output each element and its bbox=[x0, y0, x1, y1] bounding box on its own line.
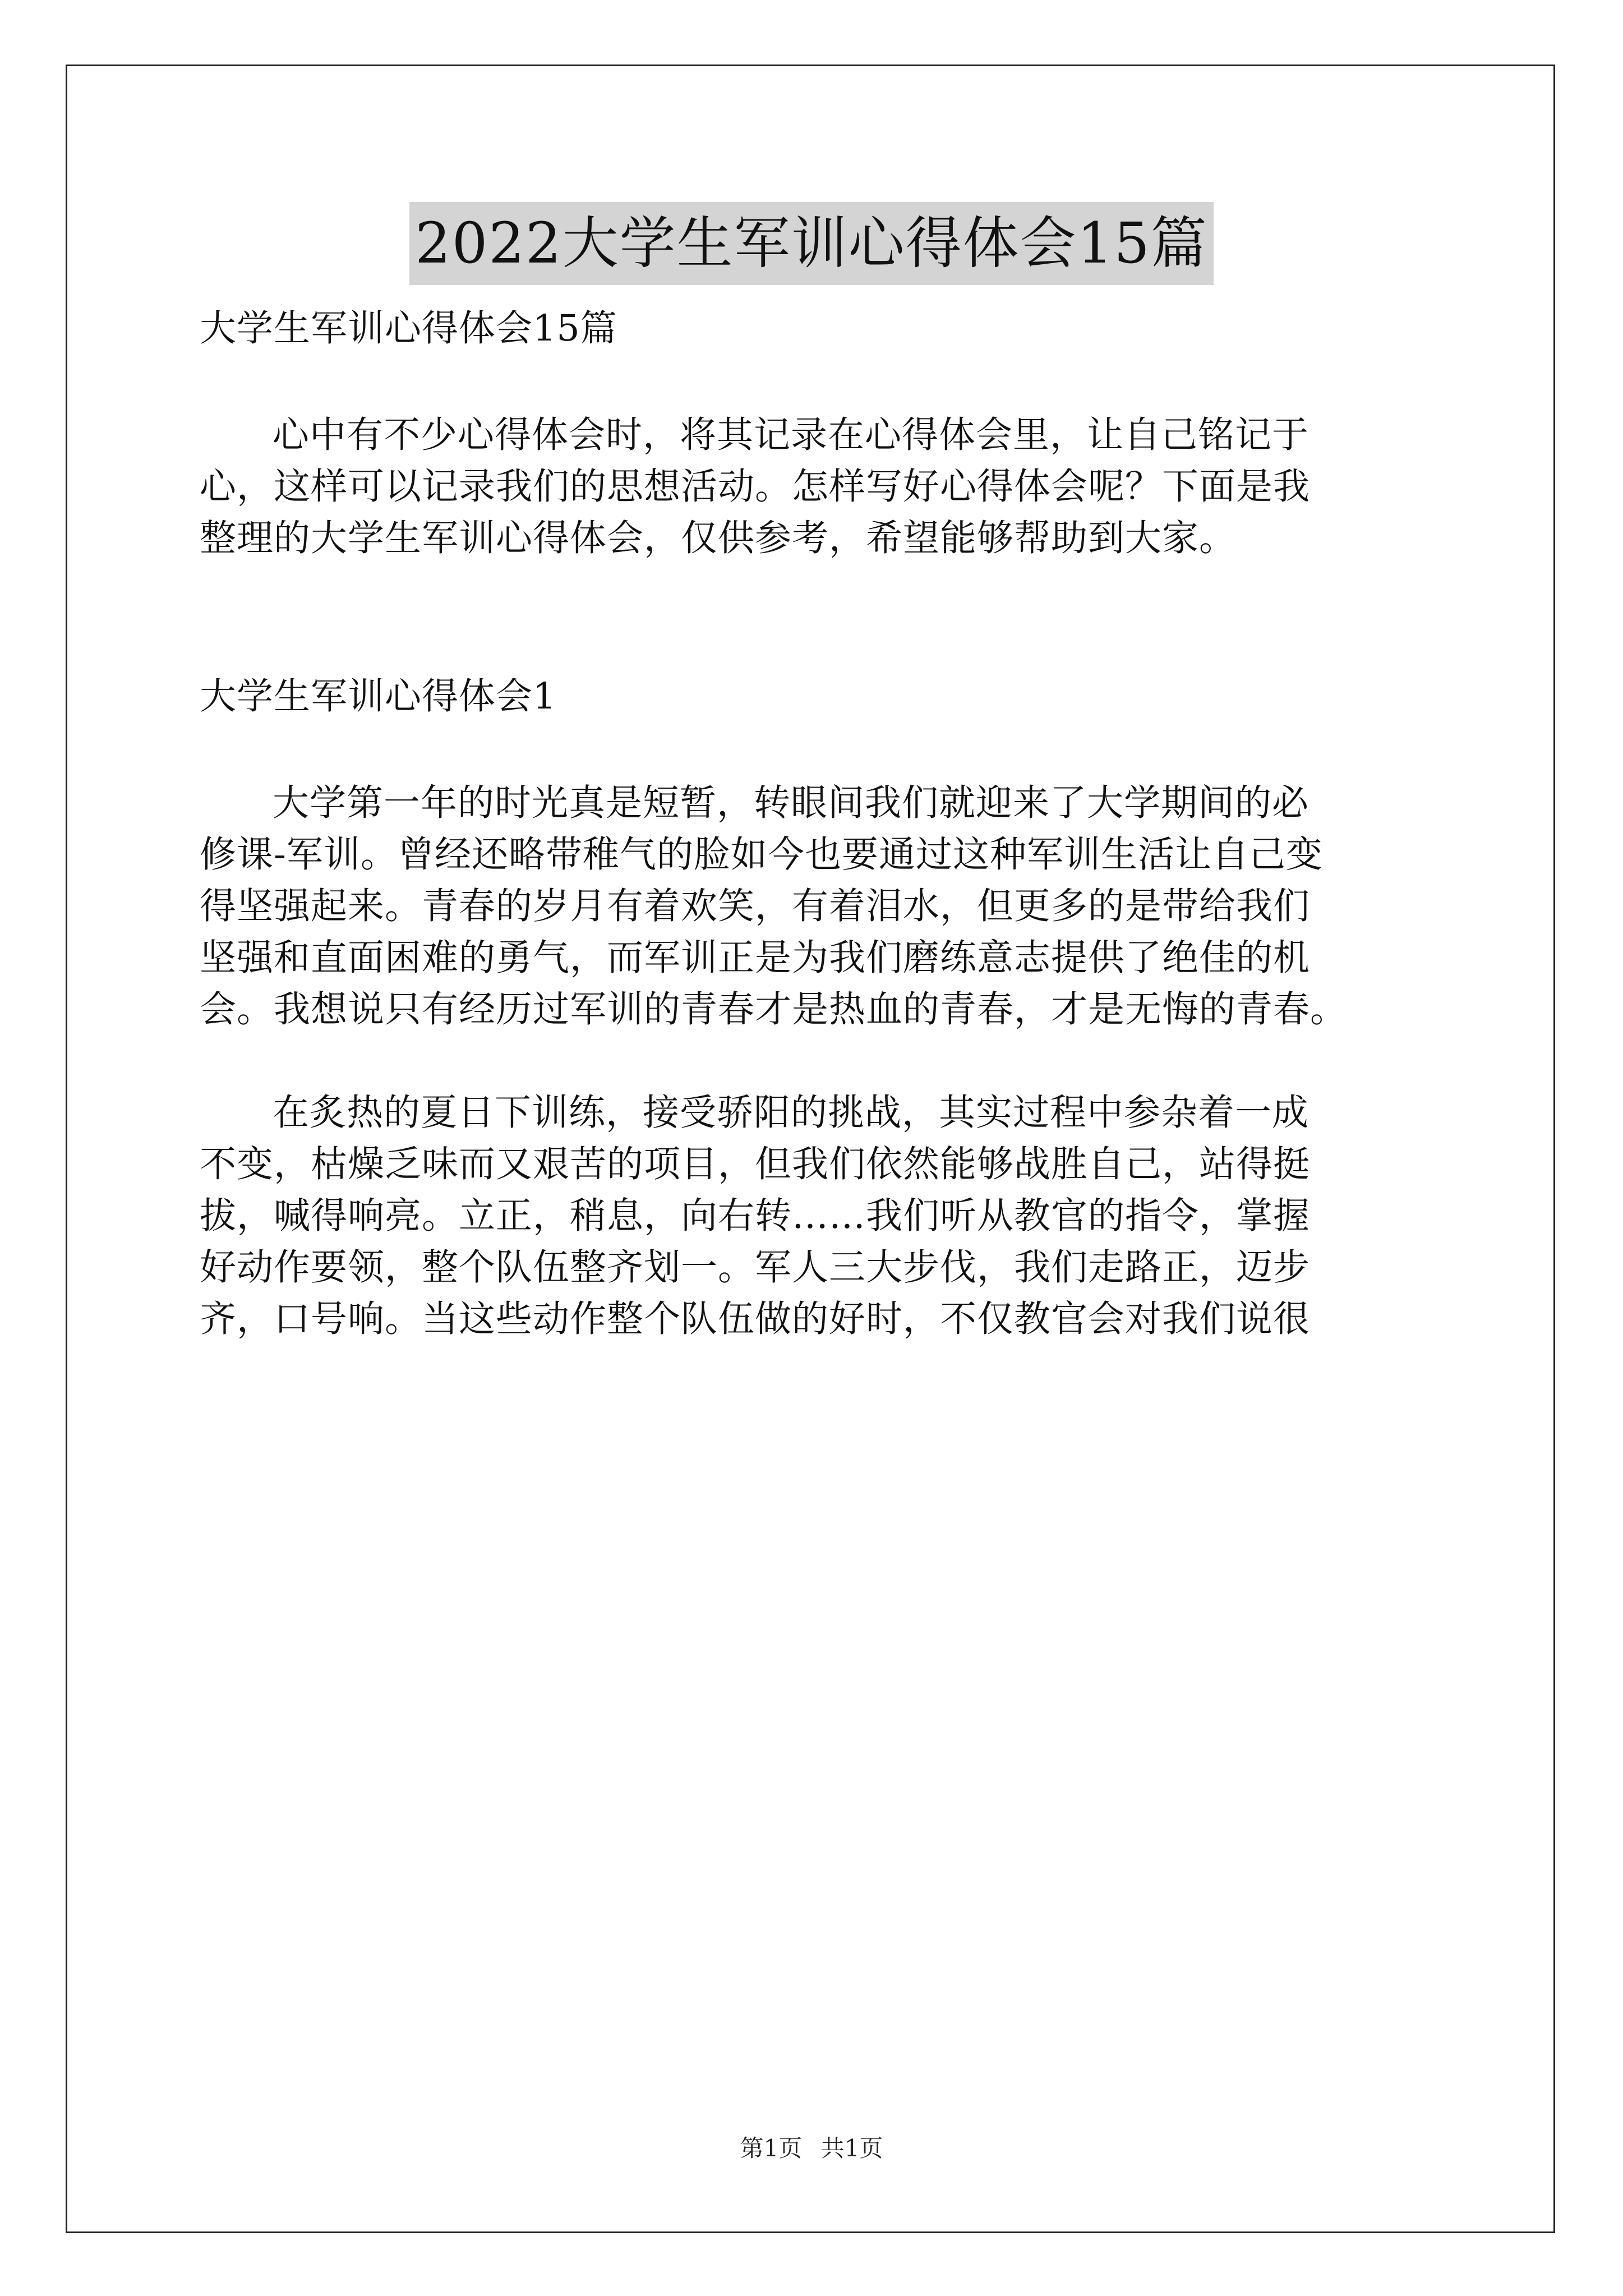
paragraph-line: 在炙热的夏日下训练，接受骄阳的挑战，其实过程中参杂着一成 bbox=[273, 1092, 1310, 1134]
paragraph-line: 修课-军训。曾经还略带稚气的脸如今也要通过这种军训生活让自己变 bbox=[200, 834, 1323, 876]
intro-line: 心中有不少心得体会时，将其记录在心得体会里，让自己铭记于 bbox=[273, 414, 1310, 456]
paragraph-line: 齐，口号响。当这些动作整个队伍做的好时，不仅教官会对我们说很 bbox=[200, 1298, 1311, 1340]
paragraph-line: 会。我想说只有经历过军训的青春才是热血的青春，才是无悔的青春。 bbox=[200, 988, 1348, 1030]
paragraph-line: 得坚强起来。青春的岁月有着欢笑，有着泪水，但更多的是带给我们 bbox=[200, 885, 1311, 927]
paragraph-1 bbox=[200, 777, 1433, 1036]
section-heading: 大学生军训心得体会1 bbox=[200, 675, 557, 717]
intro-paragraph bbox=[200, 409, 1433, 564]
document-body bbox=[200, 303, 1433, 1397]
paragraph-line: 不变，枯燥乏味而又艰苦的项目，但我们依然能够战胜自己，站得挺 bbox=[200, 1143, 1311, 1185]
page-total: 共1页 bbox=[820, 2134, 883, 2162]
paragraph-line: 拔，喊得响亮。立正，稍息，向右转……我们听从教官的指令，掌握 bbox=[200, 1195, 1311, 1237]
document-subtitle: 大学生军训心得体会15篇 bbox=[200, 307, 617, 349]
page-footer bbox=[0, 2132, 1623, 2165]
paragraph-2 bbox=[200, 1087, 1433, 1345]
page-number: 第1页 bbox=[740, 2134, 803, 2162]
title-container bbox=[0, 202, 1623, 285]
document-title: 2022大学生军训心得体会15篇 bbox=[409, 202, 1214, 285]
paragraph-line: 坚强和直面困难的勇气，而军训正是为我们磨练意志提供了绝佳的机 bbox=[200, 937, 1311, 979]
paragraph-line: 大学第一年的时光真是短暂，转眼间我们就迎来了大学期间的必 bbox=[273, 782, 1310, 824]
intro-line: 整理的大学生军训心得体会，仅供参考，希望能够帮助到大家。 bbox=[200, 517, 1237, 559]
paragraph-line: 好动作要领，整个队伍整齐划一。军人三大步伐，我们走路正，迈步 bbox=[200, 1246, 1311, 1289]
intro-line: 心，这样可以记录我们的思想活动。怎样写好心得体会呢？下面是我 bbox=[200, 466, 1311, 508]
